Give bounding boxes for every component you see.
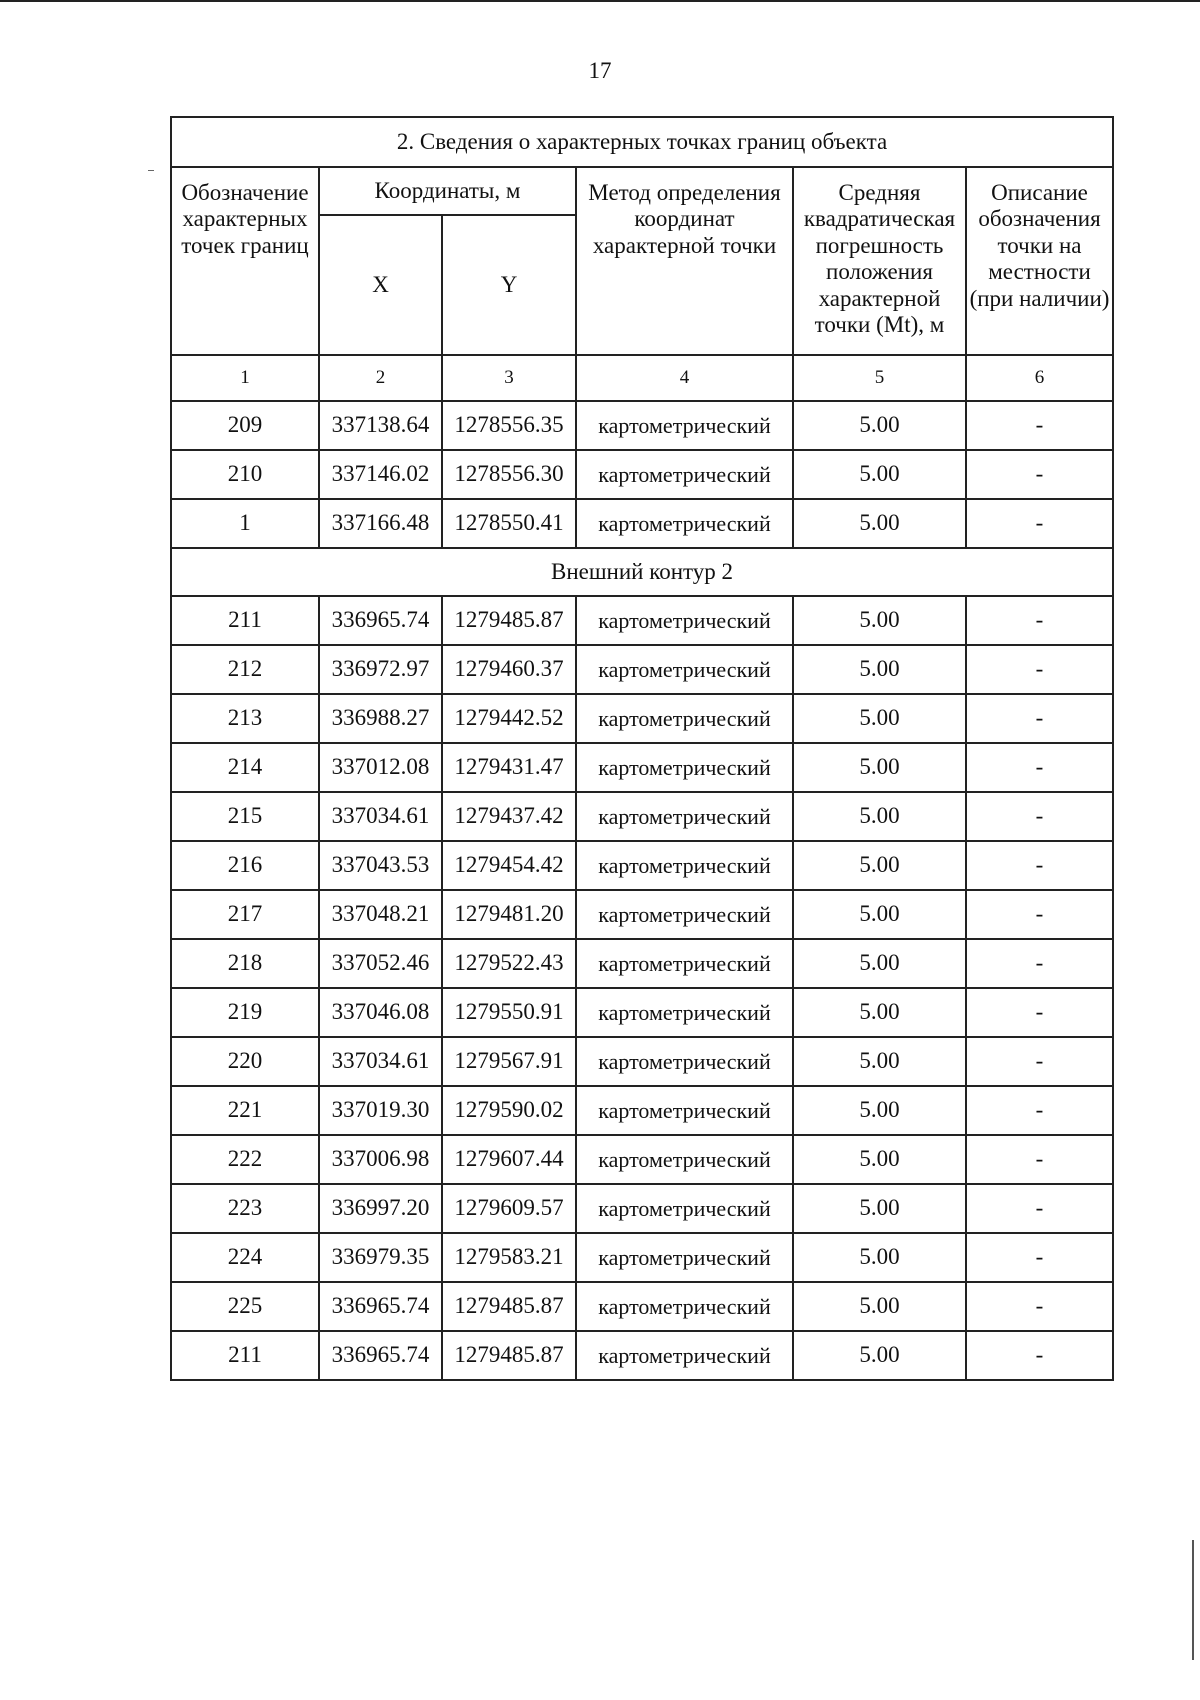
x-coordinate-cell: 337006.98: [319, 1135, 442, 1184]
error-cell: 5.00: [793, 1135, 966, 1184]
point-id-cell: 212: [171, 645, 319, 694]
table-row: [171, 841, 1113, 890]
point-id-cell: 221: [171, 1086, 319, 1135]
description-cell: -: [966, 1184, 1113, 1233]
table-row: [171, 792, 1113, 841]
description-cell: -: [966, 743, 1113, 792]
error-cell: 5.00: [793, 841, 966, 890]
column-number: 1: [171, 355, 319, 401]
y-coordinate-cell: 1279485.87: [442, 1331, 576, 1380]
method-cell: картометрический: [576, 499, 793, 548]
point-id-cell: 211: [171, 596, 319, 645]
error-cell: 5.00: [793, 499, 966, 548]
description-cell: -: [966, 450, 1113, 499]
x-coordinate-cell: 337046.08: [319, 988, 442, 1037]
x-coordinate-cell: 336965.74: [319, 1331, 442, 1380]
header-y: Y: [442, 215, 576, 355]
x-coordinate-cell: 336965.74: [319, 1282, 442, 1331]
point-id-cell: 220: [171, 1037, 319, 1086]
x-coordinate-cell: 336972.97: [319, 645, 442, 694]
column-number: 3: [442, 355, 576, 401]
description-cell: -: [966, 988, 1113, 1037]
description-cell: -: [966, 694, 1113, 743]
x-coordinate-cell: 337019.30: [319, 1086, 442, 1135]
y-coordinate-cell: 1279590.02: [442, 1086, 576, 1135]
method-cell: картометрический: [576, 1184, 793, 1233]
point-id-cell: 211: [171, 1331, 319, 1380]
table-row: [171, 1037, 1113, 1086]
right-margin-mark: [1192, 1540, 1194, 1660]
description-cell: -: [966, 1282, 1113, 1331]
boundary-points-table: [170, 116, 1114, 1381]
point-id-cell: 217: [171, 890, 319, 939]
table-row: [171, 1331, 1113, 1380]
description-cell: -: [966, 1233, 1113, 1282]
y-coordinate-cell: 1278556.30: [442, 450, 576, 499]
y-coordinate-cell: 1279522.43: [442, 939, 576, 988]
description-cell: -: [966, 1037, 1113, 1086]
contour-label: Внешний контур 2: [171, 548, 1113, 596]
error-cell: 5.00: [793, 939, 966, 988]
y-coordinate-cell: 1278550.41: [442, 499, 576, 548]
y-coordinate-cell: 1279583.21: [442, 1233, 576, 1282]
table-row: [171, 743, 1113, 792]
error-cell: 5.00: [793, 1037, 966, 1086]
error-cell: 5.00: [793, 645, 966, 694]
table-row: [171, 1086, 1113, 1135]
point-id-cell: 1: [171, 499, 319, 548]
table-row: [171, 1135, 1113, 1184]
point-id-cell: 209: [171, 401, 319, 450]
point-id-cell: 214: [171, 743, 319, 792]
column-number: 6: [966, 355, 1113, 401]
margin-mark: [148, 170, 154, 171]
table-row: [171, 694, 1113, 743]
table-row: [171, 988, 1113, 1037]
y-coordinate-cell: 1279431.47: [442, 743, 576, 792]
column-number: 5: [793, 355, 966, 401]
table-row: [171, 1282, 1113, 1331]
method-cell: картометрический: [576, 1135, 793, 1184]
table-row: [171, 450, 1113, 499]
x-coordinate-cell: 336979.35: [319, 1233, 442, 1282]
header-error: Средняя квадратическая погрешность положения характерной точки (Mt), м: [793, 167, 966, 355]
point-id-cell: 215: [171, 792, 319, 841]
x-coordinate-cell: 337048.21: [319, 890, 442, 939]
method-cell: картометрический: [576, 401, 793, 450]
method-cell: картометрический: [576, 841, 793, 890]
method-cell: картометрический: [576, 1037, 793, 1086]
method-cell: картометрический: [576, 450, 793, 499]
description-cell: -: [966, 890, 1113, 939]
table-row: [171, 1233, 1113, 1282]
description-cell: -: [966, 401, 1113, 450]
x-coordinate-cell: 337043.53: [319, 841, 442, 890]
error-cell: 5.00: [793, 1086, 966, 1135]
y-coordinate-cell: 1279481.20: [442, 890, 576, 939]
column-number: 4: [576, 355, 793, 401]
table-row: [171, 596, 1113, 645]
x-coordinate-cell: 336988.27: [319, 694, 442, 743]
y-coordinate-cell: 1279609.57: [442, 1184, 576, 1233]
table-row: [171, 1184, 1113, 1233]
y-coordinate-cell: 1279454.42: [442, 841, 576, 890]
table-row: [171, 645, 1113, 694]
x-coordinate-cell: 337012.08: [319, 743, 442, 792]
x-coordinate-cell: 337034.61: [319, 792, 442, 841]
description-cell: -: [966, 792, 1113, 841]
point-id-cell: 213: [171, 694, 319, 743]
y-coordinate-cell: 1279437.42: [442, 792, 576, 841]
method-cell: картометрический: [576, 1233, 793, 1282]
error-cell: 5.00: [793, 1184, 966, 1233]
y-coordinate-cell: 1279485.87: [442, 596, 576, 645]
table-row: [171, 401, 1113, 450]
method-cell: картометрический: [576, 939, 793, 988]
description-cell: -: [966, 939, 1113, 988]
header-x: X: [319, 215, 442, 355]
header-description: Описание обозначения точки на местности (при наличии): [966, 167, 1113, 355]
description-cell: -: [966, 1331, 1113, 1380]
page-number: 17: [588, 58, 612, 83]
error-cell: 5.00: [793, 743, 966, 792]
error-cell: 5.00: [793, 1282, 966, 1331]
error-cell: 5.00: [793, 1331, 966, 1380]
table-row: [171, 890, 1113, 939]
y-coordinate-cell: 1279460.37: [442, 645, 576, 694]
x-coordinate-cell: 337052.46: [319, 939, 442, 988]
method-cell: картометрический: [576, 694, 793, 743]
section-title: 2. Сведения о характерных точках границ объекта: [171, 117, 1113, 167]
description-cell: -: [966, 841, 1113, 890]
y-coordinate-cell: 1279607.44: [442, 1135, 576, 1184]
table-row: [171, 499, 1113, 548]
method-cell: картометрический: [576, 645, 793, 694]
method-cell: картометрический: [576, 596, 793, 645]
y-coordinate-cell: 1278556.35: [442, 401, 576, 450]
method-cell: картометрический: [576, 988, 793, 1037]
method-cell: картометрический: [576, 1086, 793, 1135]
error-cell: 5.00: [793, 596, 966, 645]
method-cell: картометрический: [576, 743, 793, 792]
x-coordinate-cell: 337146.02: [319, 450, 442, 499]
description-cell: -: [966, 596, 1113, 645]
point-id-cell: 216: [171, 841, 319, 890]
method-cell: картометрический: [576, 890, 793, 939]
header-coordinates: Координаты, м: [319, 167, 576, 215]
x-coordinate-cell: 337034.61: [319, 1037, 442, 1086]
x-coordinate-cell: 336997.20: [319, 1184, 442, 1233]
point-id-cell: 223: [171, 1184, 319, 1233]
point-id-cell: 219: [171, 988, 319, 1037]
header-designation: Обозначение характерных точек границ: [171, 167, 319, 355]
error-cell: 5.00: [793, 792, 966, 841]
description-cell: -: [966, 1086, 1113, 1135]
point-id-cell: 218: [171, 939, 319, 988]
description-cell: -: [966, 645, 1113, 694]
error-cell: 5.00: [793, 401, 966, 450]
method-cell: картометрический: [576, 1282, 793, 1331]
error-cell: 5.00: [793, 988, 966, 1037]
point-id-cell: 210: [171, 450, 319, 499]
error-cell: 5.00: [793, 1233, 966, 1282]
contour-row: [171, 548, 1113, 596]
y-coordinate-cell: 1279567.91: [442, 1037, 576, 1086]
error-cell: 5.00: [793, 694, 966, 743]
y-coordinate-cell: 1279485.87: [442, 1282, 576, 1331]
method-cell: картометрический: [576, 1331, 793, 1380]
error-cell: 5.00: [793, 890, 966, 939]
description-cell: -: [966, 499, 1113, 548]
top-rule: [0, 0, 1200, 2]
point-id-cell: 222: [171, 1135, 319, 1184]
column-number-row: [171, 355, 1113, 401]
y-coordinate-cell: 1279442.52: [442, 694, 576, 743]
x-coordinate-cell: 336965.74: [319, 596, 442, 645]
y-coordinate-cell: 1279550.91: [442, 988, 576, 1037]
x-coordinate-cell: 337166.48: [319, 499, 442, 548]
point-id-cell: 225: [171, 1282, 319, 1331]
point-id-cell: 224: [171, 1233, 319, 1282]
method-cell: картометрический: [576, 792, 793, 841]
description-cell: -: [966, 1135, 1113, 1184]
table-row: [171, 939, 1113, 988]
header-method: Метод определения координат характерной точки: [576, 167, 793, 355]
error-cell: 5.00: [793, 450, 966, 499]
x-coordinate-cell: 337138.64: [319, 401, 442, 450]
column-number: 2: [319, 355, 442, 401]
